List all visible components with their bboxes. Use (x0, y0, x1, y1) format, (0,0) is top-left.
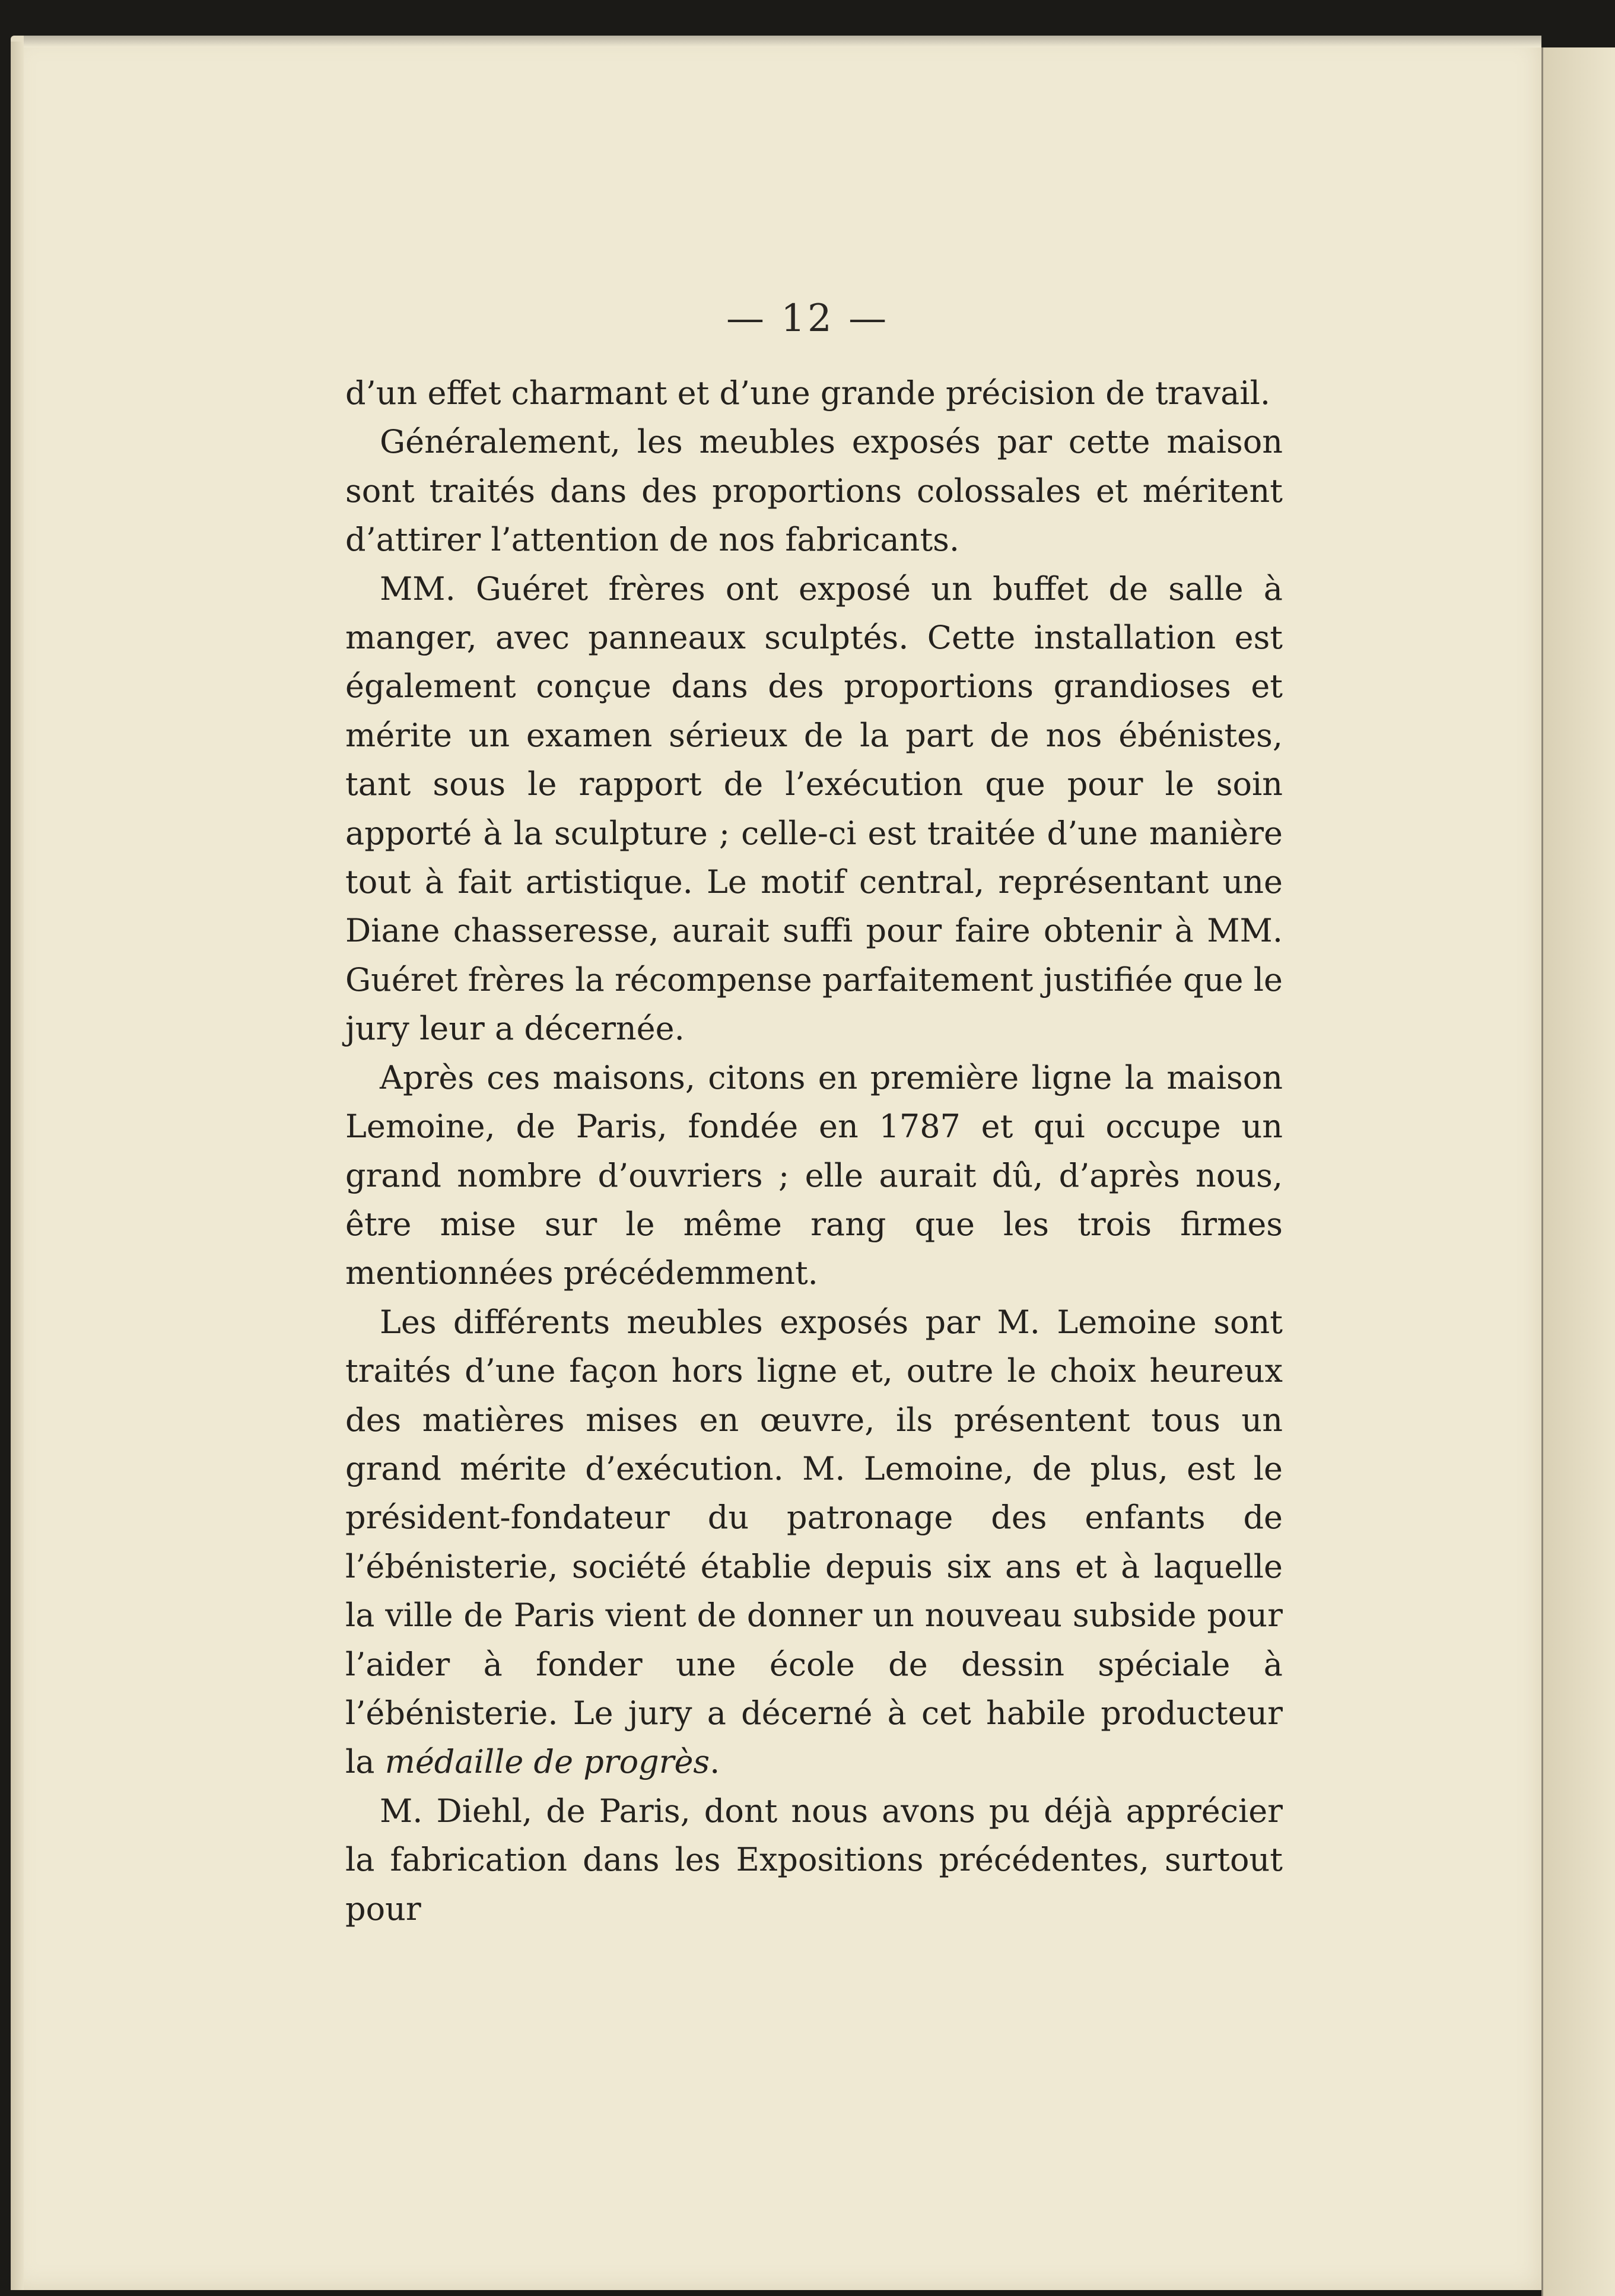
paragraph-4: Après ces maisons, citons en première ligne la maison Lemoine, de Paris, fondée en 1787 et qui occupe un grand nombre d’ouvriers ; elle aurait dû, d’après nous, être mise sur le même rang que les trois firmes mentionnées précédemment. (345, 1058, 1283, 1292)
award-name: médaille de progrès (384, 1743, 710, 1781)
paragraph-5-end: . (710, 1743, 720, 1781)
body-text (345, 369, 1283, 1934)
paragraph-1: d’un effet charmant et d’une grande précision de travail. (345, 374, 1271, 412)
paragraph-2: Généralement, les meubles exposés par cette maison sont traités dans des proportions colossales et méritent d’attirer l’attention de nos fabricants. (345, 423, 1283, 559)
page-number: — 12 — (726, 297, 889, 341)
paragraph-6: M. Diehl, de Paris, dont nous avons pu déjà apprécier la fabrication dans les Expositions précédentes, surtout pour (345, 1792, 1283, 1928)
paragraph-5-text: Les différents meubles exposés par M. Lemoine sont traités d’une façon hors ligne et, outre le choix heureux des matières mises en œuvre, ils présentent tous un grand mérite d’exécution. M. Lemoine, de plus, est le président-fondateur du patronage des enfants de l’ébénisterie, société établie depuis six ans et à laquelle la ville de Paris vient de donner un nouveau subside pour l’aider à fonder une école de dessin spéciale à l’ébénisterie. Le jury a décerné à cet habile producteur la (345, 1303, 1283, 1781)
next-page-edge (1541, 47, 1615, 2296)
page-binding-edge (11, 42, 24, 2290)
paragraph-3: MM. Guéret frères ont exposé un buffet de salle à manger, avec panneaux sculptés. Cette installation est également conçue dans des proportions grandioses et mérite un examen sérieux de la part de nos ébénistes, tant sous le rapport de l’exécution que pour le soin apporté à la sculpture ; celle-ci est traitée d’une manière tout à fait artistique. Le motif central, représentant une Diane chasseresse, aurait suffi pour faire obtenir à MM. Guéret frères la récompense parfaitement justifiée que le jury leur a décernée. (345, 570, 1283, 1048)
page-top-shadow (24, 36, 1541, 47)
paragraph-5 (345, 1298, 1283, 1787)
